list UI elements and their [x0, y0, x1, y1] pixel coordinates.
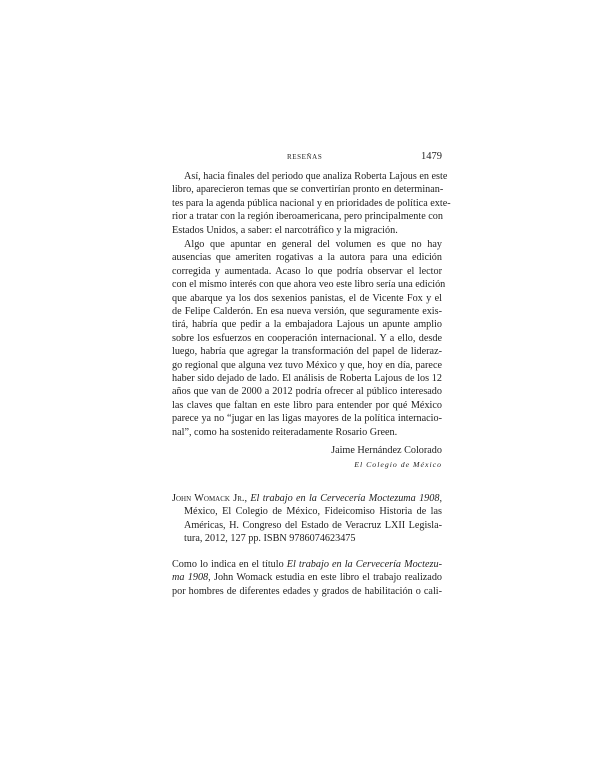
text-fragment: , John Womack estudia en este libro el trabajo realizado	[208, 572, 443, 584]
running-head	[172, 151, 442, 165]
text-line: tes para la agenda pública nacional y en prioridades de política exte-	[172, 197, 451, 209]
paragraph-2	[172, 238, 446, 439]
text-line: libro, aparecieron temas que se convertirían pronto en determinan-	[172, 184, 444, 196]
text-line: ausencias que ameriten rogativas a la autora para una edición	[172, 252, 442, 264]
text-line: corregida y aumentada. Acaso lo que podría observar el lector	[172, 265, 442, 277]
signature-name: Jaime Hernández Colorado	[331, 445, 442, 456]
text-line: go regional que alguna vez tuvo México y que, hoy en día, parece	[172, 359, 442, 371]
text-line: que abarque ya los dos sexenios panistas, el de Vicente Fox y el	[172, 292, 442, 304]
text-line: con el mismo interés con que ahora veo este libro sería una edición	[172, 279, 446, 291]
paragraph-3-text	[172, 558, 442, 598]
text-line: haber sido dejado de lado. El análisis de Roberta Lajous de los 12	[172, 373, 442, 385]
text-fragment-italic: El trabajo en la Cervecería Moctezu-	[286, 559, 442, 570]
text-line: años que van de 2000 a 2012 podría ofrecer al público interesado	[172, 386, 442, 398]
text-line: parece ya no “jugar en las ligas mayores de la política internacio-	[172, 413, 442, 425]
text-line: Américas, H. Congreso del Estado de Veracruz LXII Legisla-	[184, 519, 442, 531]
reference-punct: ,	[439, 493, 442, 504]
paragraph-3	[172, 558, 442, 598]
signature-affiliation: El Colegio de México	[354, 460, 442, 469]
text-fragment-italic: ma 1908	[172, 572, 209, 584]
text-line: Así, hacia finales del periodo que analiza Roberta Lajous en este	[184, 171, 448, 182]
reference-author: John Womack Jr.	[172, 493, 245, 504]
text-line	[172, 558, 442, 571]
text-line: Estados Unidos, a saber: el narcotráfico y la migración.	[172, 224, 398, 236]
paragraph-2-text	[172, 238, 446, 439]
text-line: luego, habría que agregar la transformación del papel de lideraz-	[172, 346, 442, 358]
text-line: por hombres de diferentes edades y grados de habilitación o cali-	[172, 585, 442, 597]
signature	[172, 444, 442, 472]
text-line: tirá, habría que pedir a la embajadora Lajous un apunte amplio	[172, 319, 442, 331]
section-title: RESEÑAS	[287, 153, 323, 161]
text-line: México, El Colegio de México, Fideicomiso Historia de las	[184, 506, 442, 518]
text-line: sobre los esfuerzos en cooperación internacional. Y a ello, desde	[172, 332, 442, 344]
page-number: 1479	[421, 151, 442, 162]
reference-line-1: John Womack Jr., El trabajo en la Cervecería Moctezuma 1908,	[172, 493, 442, 504]
text-line: rior a tratar con la región iberoamericana, pero principalmente con	[172, 211, 443, 223]
reference-title: El trabajo en la Cervecería Moctezuma 1908	[250, 493, 440, 504]
paragraph-1	[172, 170, 451, 237]
text-line: las claves que faltan en este libro para entender por qué México	[172, 399, 442, 411]
text-line: de Felipe Calderón. En esa nueva versión, que seguramente exis-	[172, 306, 442, 318]
text-line	[172, 571, 442, 584]
reference-text	[172, 492, 442, 546]
text-fragment: Como lo indica en el título	[172, 559, 287, 570]
text-line: nal”, como ha sostenido reiteradamente Rosario Green.	[172, 426, 398, 438]
text-line: tura, 2012, 127 pp. ISBN 9786074623475	[184, 533, 356, 545]
book-reference	[172, 492, 442, 546]
paragraph-1-text	[172, 170, 451, 237]
text-line: Algo que apuntar en general del volumen es que no hay	[184, 239, 442, 250]
